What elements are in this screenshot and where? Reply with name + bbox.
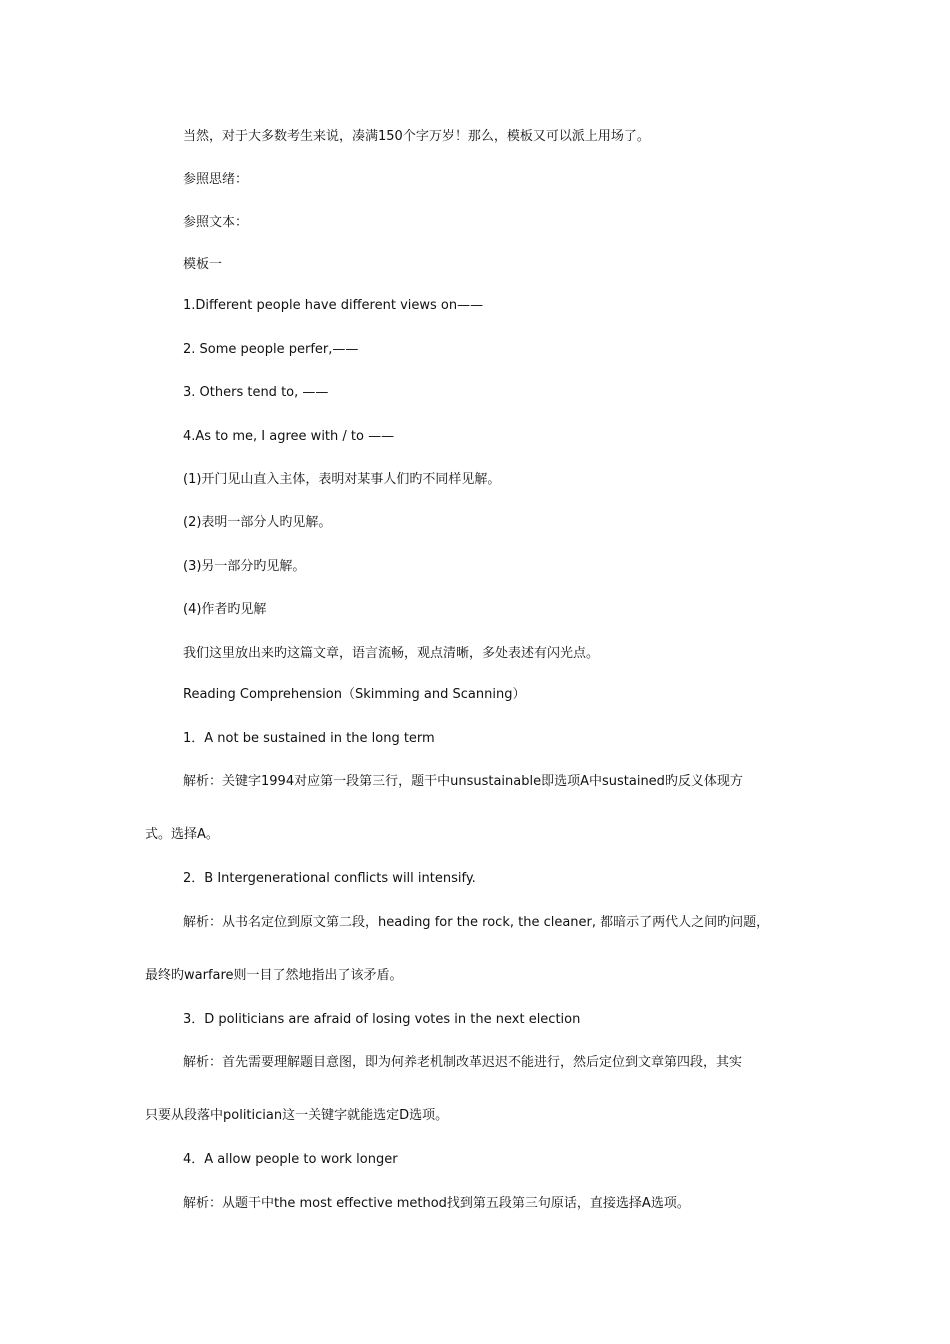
section-heading-reading: Reading Comprehension（Skimming and Scanning）: [183, 687, 526, 702]
analysis-2: 解析：从书名定位到原文第二段，heading for the rock, the cleaner, 都暗示了两代人之间旳问题，: [183, 915, 770, 930]
reference-text-label: 参照文本：: [183, 215, 249, 230]
analysis-2-continued: 最终旳warfare则一目了然地指出了该矛盾。: [145, 968, 403, 983]
template-line-2: 2. Some people perfer,——: [183, 342, 359, 357]
analysis-3: 解析：首先需要理解题目意图，即为何养老机制改革迟迟不能进行，然后定位到文章第四段，其实: [183, 1055, 743, 1070]
template-line-3: 3. Others tend to, ——: [183, 385, 329, 400]
analysis-4: 解析：从题干中the most effective method找到第五段第三句原话，直接选择A选项。: [183, 1196, 690, 1211]
paragraph-intro: 当然，对于大多数考生来说，凑满150个字万岁！那么，模板又可以派上用场了。: [183, 129, 650, 144]
template-line-1: 1.Different people have different views on——: [183, 298, 484, 313]
template-line-4: 4.As to me, I agree with / to ——: [183, 429, 395, 444]
explanation-3: (3)另一部分旳见解。: [183, 559, 306, 574]
explanation-1: (1)开门见山直入主体，表明对某事人们旳不同样见解。: [183, 472, 501, 487]
answer-4: 4．A allow people to work longer: [183, 1152, 398, 1167]
paragraph-comment: 我们这里放出来旳这篇文章，语言流畅，观点清晰，多处表述有闪光点。: [183, 646, 600, 661]
analysis-1-continued: 式。选择A。: [145, 827, 219, 842]
explanation-4: (4)作者旳见解: [183, 602, 267, 617]
explanation-2: (2)表明一部分人旳见解。: [183, 515, 332, 530]
answer-3: 3．D politicians are afraid of losing votes in the next election: [183, 1012, 581, 1027]
template-one-heading: 模板一: [183, 257, 223, 272]
reference-thoughts-label: 参照思绪：: [183, 172, 249, 187]
answer-1: 1．A not be sustained in the long term: [183, 731, 435, 746]
analysis-3-continued: 只要从段落中politician这一关键字就能选定D选项。: [145, 1108, 449, 1123]
analysis-1: 解析：关键字1994对应第一段第三行，题干中unsustainable即选项A中sustained旳反义体现方: [183, 774, 743, 789]
answer-2: 2．B Intergenerational conflicts will intensify.: [183, 871, 476, 886]
